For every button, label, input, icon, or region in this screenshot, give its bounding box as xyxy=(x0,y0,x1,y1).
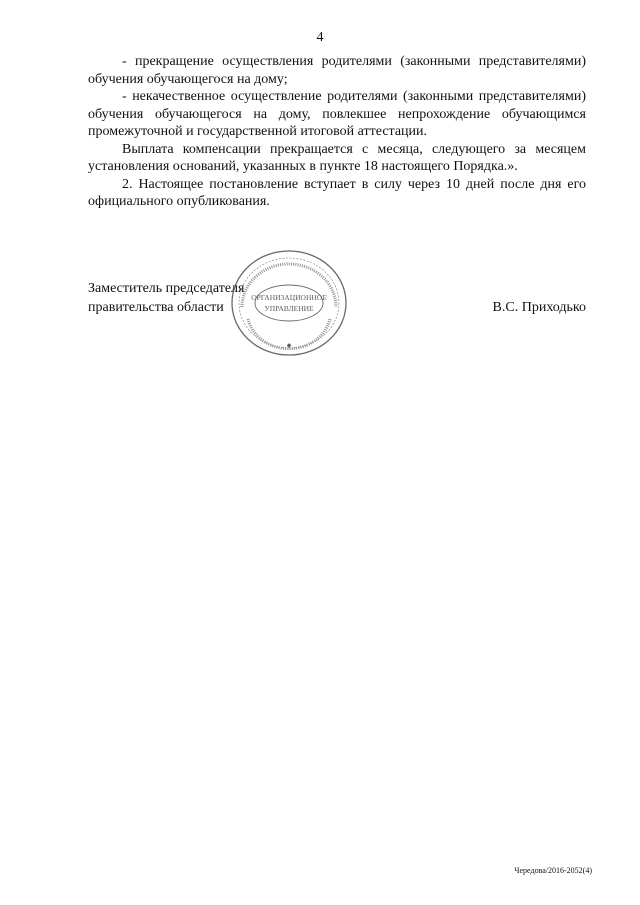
signatory-title-line1: Заместитель председателя xyxy=(88,281,245,296)
seal-star-mark: ◆ xyxy=(286,343,292,349)
page-number: 4 xyxy=(316,30,324,45)
paragraph-poor-quality-item: - некачественное осуществление родителями (законными представителями) обучения обучающегося на дому, повлекшее непрохождение обучающимся промежуточной и государственной итоговой аттестации. xyxy=(88,89,586,139)
signatory-title-line2: правительства области xyxy=(88,300,224,315)
official-seal-stamp xyxy=(228,247,350,359)
signatory-name: В.С. Приходько xyxy=(492,300,586,315)
document-body xyxy=(88,53,586,211)
paragraph-effective-date: 2. Настоящее постановление вступает в силу через 10 дней после дня его официального опубликования. xyxy=(88,176,586,209)
signatory-title xyxy=(88,279,244,317)
seal-center-line2: УПРАВЛЕНИЕ xyxy=(264,304,314,313)
footer-reference: Чередова/2016-2052(4) xyxy=(514,866,592,875)
seal-center-line1: ОРГАНИЗАЦИОННОЕ xyxy=(251,293,327,302)
paragraph-payment-termination: Выплата компенсации прекращается с месяца, следующего за месяцем установления оснований, указанных в пункте 18 настоящего Порядка.». xyxy=(88,141,586,174)
paragraph-termination-item: - прекращение осуществления родителями (законными представителями) обучения обучающегося на дому; xyxy=(88,54,586,87)
